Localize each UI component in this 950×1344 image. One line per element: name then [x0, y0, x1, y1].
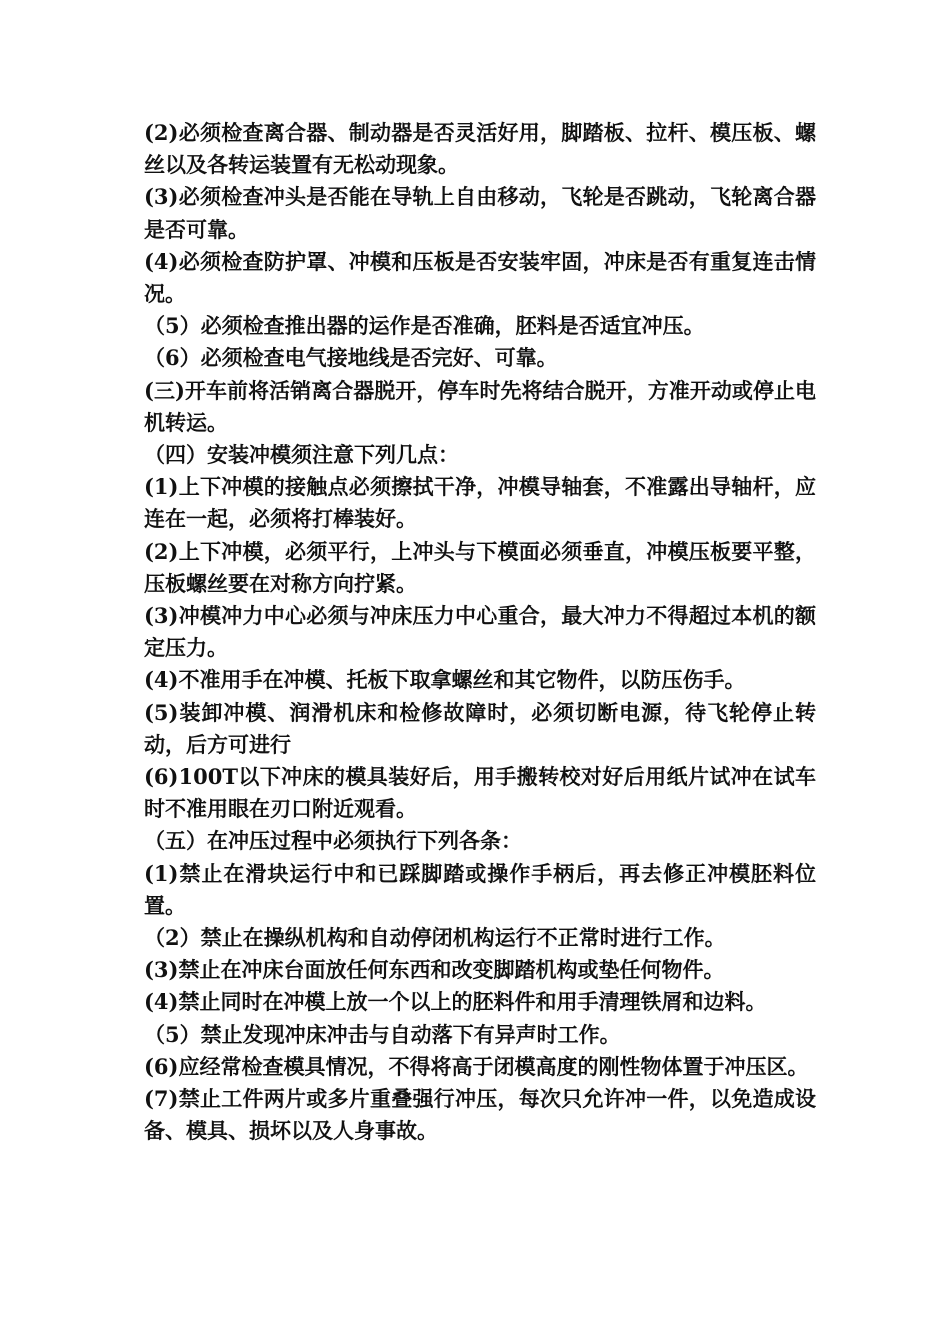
paragraph-trial-punch: (6)100T以下冲床的模具装好后，用手搬转校对好后用纸片试冲在试车时不准用眼在刃口附近观看。	[144, 764, 816, 822]
paragraph-check-clutch-brake: (2)必须检查离合器、制动器是否灵活好用，脚踏板、拉杆、模压板、螺丝以及各转运装置有无松动现象。	[144, 120, 816, 178]
paragraph-die-center: (3)冲模冲力中心必须与冲床压力中心重合，最大冲力不得超过本机的额定压力。	[144, 603, 816, 661]
document-body	[144, 117, 816, 1148]
paragraph-no-stacked-pieces: (7)禁止工件两片或多片重叠强行冲压，每次只允许冲一件，以免造成设备、模具、损坏以及人身事故。	[144, 1086, 816, 1144]
paragraph-check-grounding: （6）必须检查电气接地线是否完好、可靠。	[144, 345, 558, 371]
paragraph-check-guard-die: (4)必须检查防护罩、冲模和压板是否安装牢固，冲床是否有重复连击情况。	[144, 248, 816, 307]
paragraph-check-ejector: （5）必须检查推出器的运作是否准确，胚料是否适宜冲压。	[144, 313, 705, 339]
section-heading-stamping: （五）在冲压过程中必须执行下列各条：	[144, 828, 522, 854]
paragraph-check-ram-flywheel: (3)必须检查冲头是否能在导轨上自由移动，飞轮是否跳动，飞轮离合器是否可靠。	[144, 184, 816, 242]
paragraph-check-mold: (6)应经常检查模具情况，不得将高于闭模高度的刚性物体置于冲压区。	[144, 1053, 809, 1079]
section-heading-startup: (三)开车前将活销离合器脱开，停车时先将结合脱开，方准开动或停止电机转运。	[144, 377, 816, 435]
paragraph-no-objects-table: (3)禁止在冲床台面放任何东西和改变脚踏机构或垫任何物件。	[144, 957, 725, 983]
paragraph-die-contact: (1)上下冲模的接触点必须擦拭干净，冲模导轴套，不准露出导轴杆，应连在一起，必须将打棒装好。	[144, 474, 816, 532]
section-heading-die-install: （四）安装冲模须注意下列几点：	[144, 442, 459, 468]
paragraph-no-multiple-blanks: (4)禁止同时在冲模上放一个以上的胚料件和用手清理铁屑和边料。	[144, 989, 767, 1015]
paragraph-no-adjust-running: (1)禁止在滑块运行中和已踩脚踏或操作手柄后，再去修正冲模胚料位置。	[144, 860, 816, 918]
paragraph-cut-power: (5)装卸冲模、润滑机床和检修故障时，必须切断电源，待飞轮停止转动，后方可进行	[144, 699, 816, 757]
paragraph-no-hands: (4)不准用手在冲模、托板下取拿螺丝和其它物件，以防压伤手。	[144, 667, 746, 693]
paragraph-die-parallel: (2)上下冲模，必须平行，上冲头与下模面必须垂直，冲模压板要平整，压板螺丝要在对称方向拧紧。	[144, 538, 816, 596]
paragraph-no-abnormal-sound: （5）禁止发现冲床冲击与自动落下有异声时工作。	[144, 1021, 621, 1047]
paragraph-no-abnormal-operation: （2）禁止在操纵机构和自动停闭机构运行不正常时进行工作。	[144, 925, 726, 951]
